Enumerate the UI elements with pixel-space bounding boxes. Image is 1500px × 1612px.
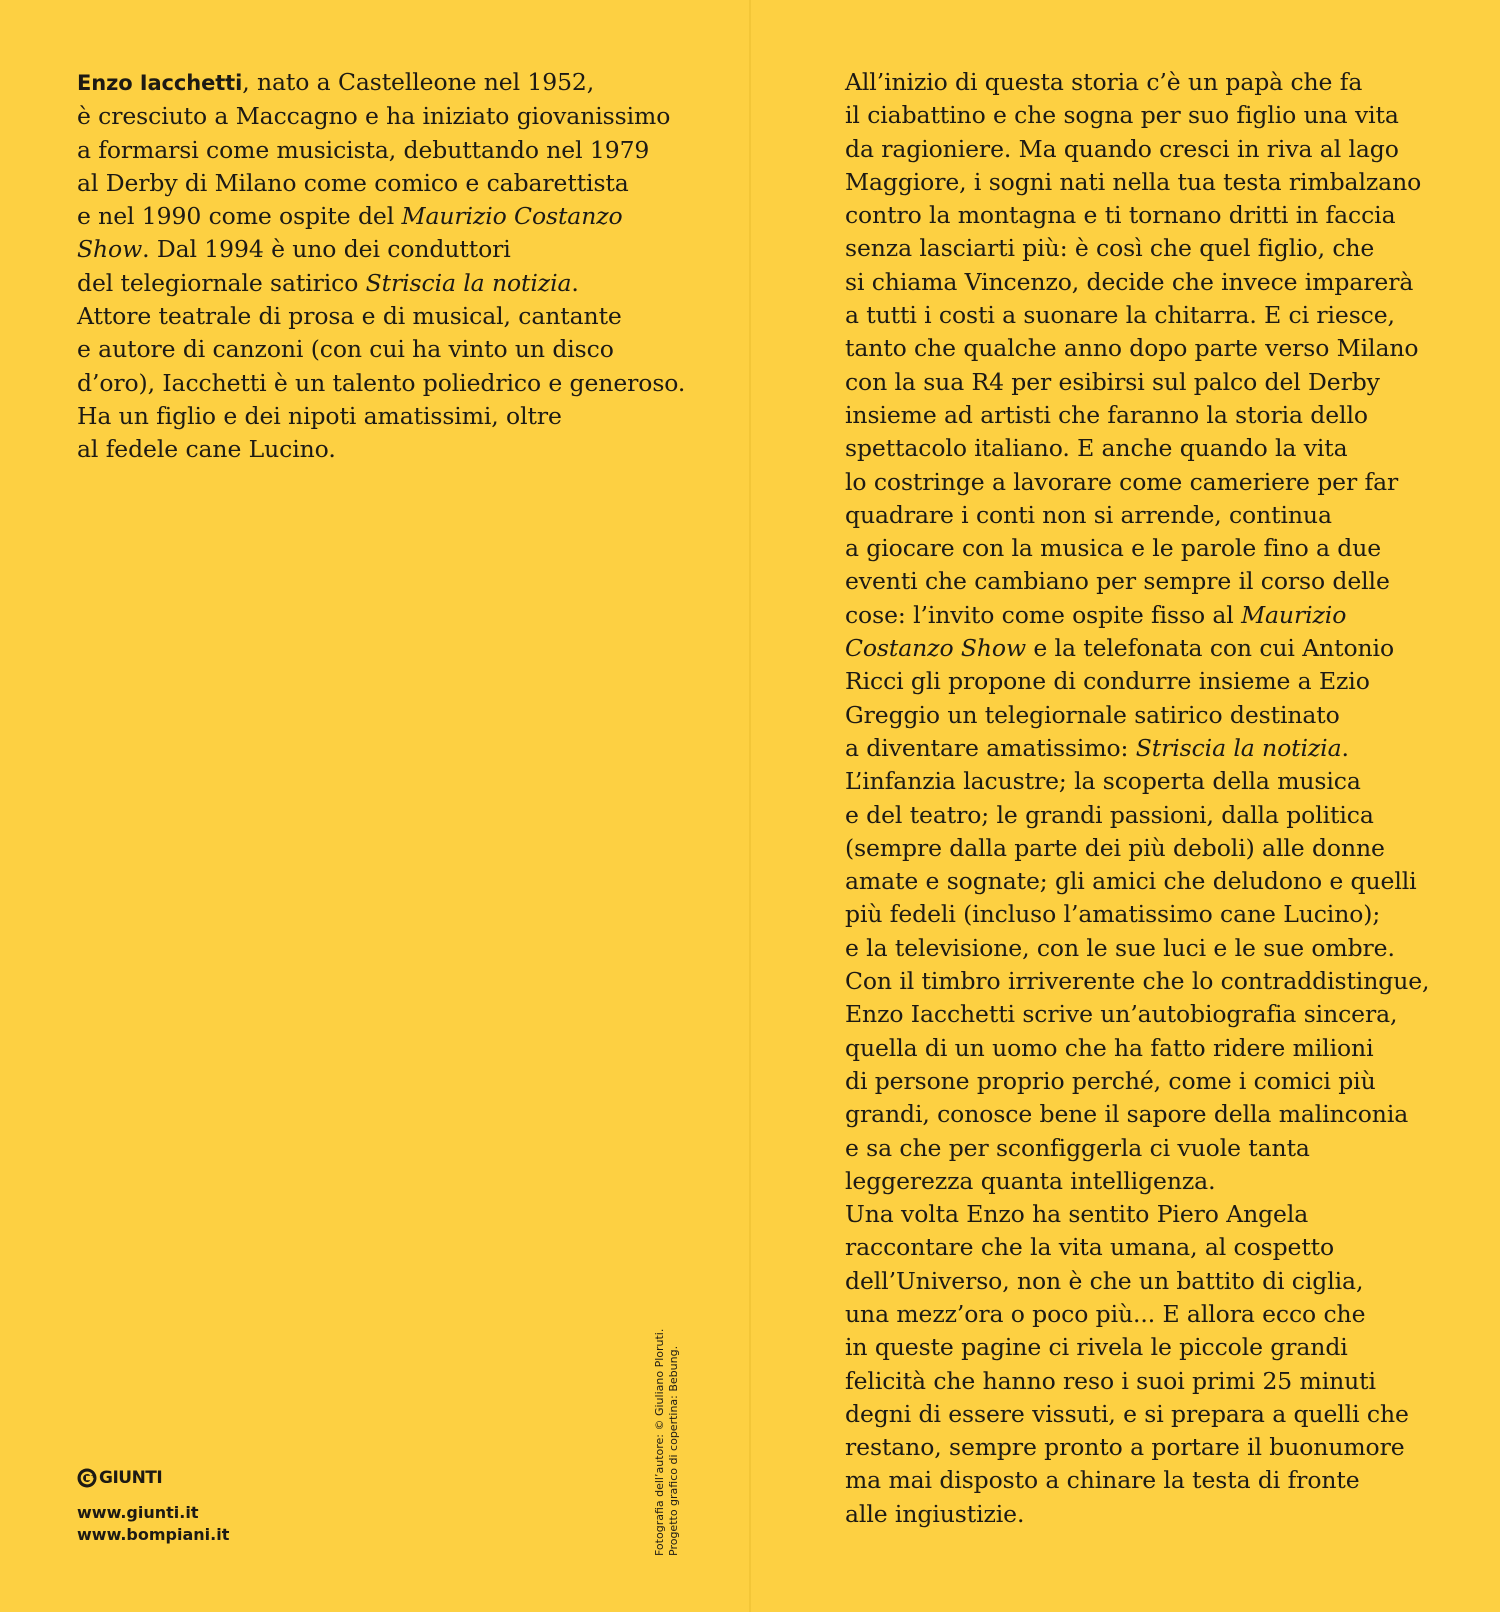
giunti-website-link[interactable]: www.giunti.it: [77, 1503, 199, 1522]
blurb-line: restano, sempre pronto a portare il buonumore: [845, 1433, 1405, 1462]
blurb-line: con la sua R4 per esibirsi sul palco del Derby: [845, 367, 1380, 396]
blurb-line: insieme ad artisti che faranno la storia dello: [845, 400, 1368, 429]
blurb-line: quadrare i conti non si arrende, continua: [845, 500, 1332, 529]
blurb-line: Enzo Iacchetti scrive un’autobiografia sincera,: [845, 1000, 1398, 1029]
book-blurb: [845, 66, 1429, 1531]
blurb-line: ma mai disposto a chinare la testa di fronte: [845, 1466, 1360, 1495]
bio-line: e nel 1990 come ospite del Maurizio Costanzo: [77, 202, 623, 231]
bio-line: d’oro), Iacchetti è un talento poliedrico e generoso.: [77, 368, 686, 397]
blurb-line: lo costringe a lavorare come cameriere per far: [845, 467, 1399, 496]
show-title: Show: [77, 235, 143, 264]
bio-line: al fedele cane Lucino.: [77, 435, 336, 464]
blurb-line: Costanzo Show e la telefonata con cui Antonio: [845, 634, 1395, 663]
cover-credits: [653, 1329, 681, 1556]
blurb-line: alle ingiustizie.: [845, 1499, 1025, 1528]
blurb-line: amate e sognate; gli amici che deludono e quelli: [845, 867, 1417, 896]
show-title: Maurizio Costanzo: [401, 202, 623, 231]
blurb-line: in queste pagine ci rivela le piccole grandi: [845, 1333, 1348, 1362]
blurb-line: eventi che cambiano per sempre il corso delle: [845, 567, 1390, 596]
blurb-line: si chiama Vincenzo, decide che invece imparerà: [845, 267, 1414, 296]
blurb-line: grandi, conosce bene il sapore della malinconia: [845, 1100, 1409, 1129]
blurb-line: degni di essere vissuti, e si prepara a quelli che: [845, 1399, 1409, 1428]
blurb-line: felicità che hanno reso i suoi primi 25 minuti: [845, 1366, 1376, 1395]
blurb-line: cose: l’invito come ospite fisso al Maurizio: [845, 600, 1347, 629]
blurb-line: raccontare che la vita umana, al cospetto: [845, 1233, 1335, 1262]
blurb-line: dell’Universo, non è che un battito di ciglia,: [845, 1266, 1364, 1295]
bio-line: al Derby di Milano come comico e cabarettista: [77, 168, 629, 197]
blurb-line: Con il timbro irriverente che lo contraddistingue,: [845, 967, 1430, 996]
giunti-g-logo-icon: [77, 1468, 97, 1488]
blurb-line: quella di un uomo che ha fatto ridere milioni: [845, 1033, 1374, 1062]
blurb-line: Ricci gli propone di condurre insieme a Ezio: [845, 667, 1370, 696]
blurb-line: più fedeli (incluso l’amatissimo cane Lucino);: [845, 900, 1381, 929]
publisher-logo: [77, 1468, 162, 1488]
blurb-line: L’infanzia lacustre; la scoperta della musica: [845, 767, 1361, 796]
blurb-line: tanto che qualche anno dopo parte verso Milano: [845, 334, 1419, 363]
design-credit: Progetto grafico di copertina: Bebung.: [667, 1345, 680, 1556]
show-title: Striscia la notizia: [365, 268, 572, 297]
bio-line: Ha un figlio e dei nipoti amatissimi, oltre: [77, 401, 562, 430]
blurb-line: Una volta Enzo ha sentito Piero Angela: [845, 1200, 1309, 1229]
blurb-line: senza lasciarti più: è così che quel figlio, che: [845, 234, 1375, 263]
blurb-line: di persone proprio perché, come i comici più: [845, 1066, 1376, 1095]
bio-line: Attore teatrale di prosa e di musical, cantante: [77, 302, 622, 331]
spine-fold: [749, 0, 751, 1612]
blurb-line: il ciabattino e che sogna per suo figlio una vita: [845, 101, 1399, 130]
bio-line: è cresciuto a Maccagno e ha iniziato giovanissimo: [77, 102, 671, 131]
author-bio: [77, 66, 685, 467]
blurb-line: da ragioniere. Ma quando cresci in riva al lago: [845, 134, 1399, 163]
show-title: Maurizio: [1241, 600, 1347, 629]
bio-line: e autore di canzoni (con cui ha vinto un disco: [77, 335, 614, 364]
bio-line: a formarsi come musicista, debuttando nel 1979: [77, 135, 650, 164]
blurb-line: una mezz’ora o poco più... E allora ecco che: [845, 1299, 1366, 1328]
blurb-line: (sempre dalla parte dei più deboli) alle donne: [845, 833, 1385, 862]
blurb-line: Maggiore, i sogni nati nella tua testa rimbalzano: [845, 167, 1422, 196]
blurb-line: e la televisione, con le sue luci e le sue ombre.: [845, 933, 1395, 962]
blurb-line: leggerezza quanta intelligenza.: [845, 1166, 1216, 1195]
blurb-line: All’inizio di questa storia c’è un papà che fa: [845, 68, 1363, 96]
blurb-line: a tutti i costi a suonare la chitarra. E ci riesce,: [845, 301, 1395, 330]
bio-line: Show. Dal 1994 è uno dei conduttori: [77, 235, 511, 264]
author-name: Enzo Iacchetti: [77, 71, 243, 95]
bompiani-website-link[interactable]: www.bompiani.it: [77, 1525, 230, 1544]
blurb-line: a giocare con la musica e le parole fino a due: [845, 534, 1382, 563]
blurb-line: e sa che per sconfiggerla ci vuole tanta: [845, 1133, 1310, 1162]
publisher-links: [77, 1502, 229, 1546]
blurb-line: e del teatro; le grandi passioni, dalla politica: [845, 800, 1374, 829]
show-title: Costanzo Show: [845, 634, 1026, 663]
blurb-line: spettacolo italiano. E anche quando la vita: [845, 434, 1348, 463]
photo-credit: Fotografia dell’autore: © Giuliano Ploruti.: [653, 1328, 666, 1556]
publisher-name: GIUNTI: [99, 1468, 163, 1488]
blurb-line: Greggio un telegiornale satirico destinato: [845, 700, 1340, 729]
bio-line: Enzo Iacchetti, nato a Castelleone nel 1952,: [77, 68, 595, 96]
blurb-line: a diventare amatissimo: Striscia la notizia.: [845, 733, 1349, 762]
bio-line: del telegiornale satirico Striscia la notizia.: [77, 268, 579, 297]
show-title: Striscia la notizia: [1135, 733, 1342, 762]
blurb-line: contro la montagna e ti tornano dritti in faccia: [845, 201, 1396, 230]
